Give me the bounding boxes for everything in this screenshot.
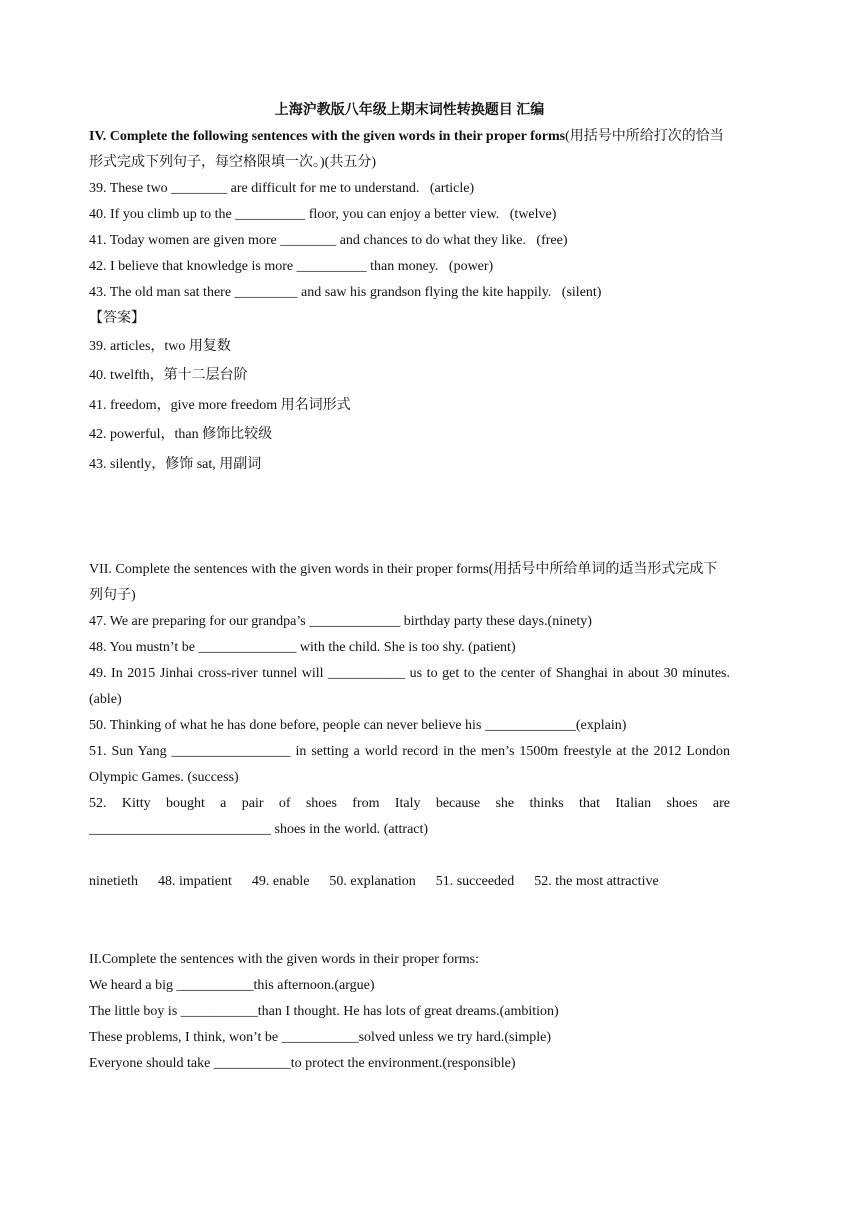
question-simple: These problems, I think, won’t be ___________solved unless we try hard.(simple) bbox=[89, 1030, 552, 1046]
section-iv-heading bbox=[89, 124, 730, 176]
spacer bbox=[89, 479, 730, 557]
section-ii-heading: II.Complete the sentences with the given words in their proper forms: bbox=[89, 952, 479, 968]
question-41: 41. Today women are given more ________ and chances to do what they like. (free) bbox=[89, 233, 568, 248]
answer-key-vii bbox=[89, 869, 730, 895]
question-42: 42. I believe that knowledge is more __________ than money. (power) bbox=[89, 259, 494, 274]
question-argue: We heard a big ___________this afternoon.(argue) bbox=[89, 978, 375, 994]
document-page bbox=[89, 100, 730, 1077]
answer-50: 50. explanation bbox=[329, 874, 416, 890]
section-iv-heading-note: (用括号中所给打次的恰当形式完成下列句子，每空格限填一次。)(共五分) bbox=[89, 129, 724, 170]
question-51: 51. Sun Yang _________________ in setting a world record in the men’s 1500m freestyle at the 2012 London Olympic Games. (success) bbox=[89, 744, 730, 786]
question-responsible: Everyone should take ___________to protect the environment.(responsible) bbox=[89, 1056, 516, 1072]
answer-48: 48. impatient bbox=[158, 874, 232, 890]
question-50: 50. Thinking of what he has done before, people can never believe his _____________(explain) bbox=[89, 718, 627, 734]
answer-43: 43. silently，修饰 sat, 用副词 bbox=[89, 456, 262, 472]
question-49: 49. In 2015 Jinhai cross-river tunnel will ___________ us to get to the center of Shanghai in about 30 minutes. (able) bbox=[89, 666, 730, 708]
answer-52: 52. the most attractive bbox=[534, 874, 659, 890]
answer-41: 41. freedom，give more freedom 用名词形式 bbox=[89, 397, 351, 413]
section-vii-heading: VII. Complete the sentences with the given words in their proper forms(用括号中所给单词的适当形式完成下列句子) bbox=[89, 562, 718, 604]
question-47: 47. We are preparing for our grandpa’s _____________ birthday party these days.(ninety) bbox=[89, 614, 592, 630]
section-iv-heading-bold: IV. Complete the following sentences with the given words in their proper forms bbox=[89, 129, 566, 144]
answer-49: 49. enable bbox=[251, 874, 310, 890]
question-39: 39. These two ________ are difficult for me to understand. (article) bbox=[89, 181, 475, 196]
spacer bbox=[89, 895, 730, 947]
page-title: 上海沪教版八年级上期末词性转换题目 汇编 bbox=[274, 103, 545, 118]
answer-39: 39. articles，two 用复数 bbox=[89, 339, 231, 354]
question-ambition: The little boy is ___________than I thought. He has lots of great dreams.(ambition) bbox=[89, 1004, 559, 1020]
answer-40: 40. twelfth，第十二层台阶 bbox=[89, 368, 248, 384]
question-43: 43. The old man sat there _________ and saw his grandson flying the kite happily. (silent) bbox=[89, 285, 602, 300]
answer-51: 51. succeeded bbox=[435, 874, 515, 890]
answer-42: 42. powerful，than 修饰比较级 bbox=[89, 427, 273, 443]
spacer bbox=[89, 843, 730, 869]
question-40: 40. If you climb up to the __________ floor, you can enjoy a better view. (twelve) bbox=[89, 207, 557, 222]
question-52: 52. Kitty bought a pair of shoes from Italy because she thinks that Italian shoes are __________________________ shoes in the world. (attract) bbox=[89, 796, 730, 838]
answer-label: 【答案】 bbox=[89, 311, 145, 326]
answer-47: ninetieth bbox=[89, 874, 138, 890]
question-48: 48. You mustn’t be ______________ with the child. She is too shy. (patient) bbox=[89, 640, 516, 656]
